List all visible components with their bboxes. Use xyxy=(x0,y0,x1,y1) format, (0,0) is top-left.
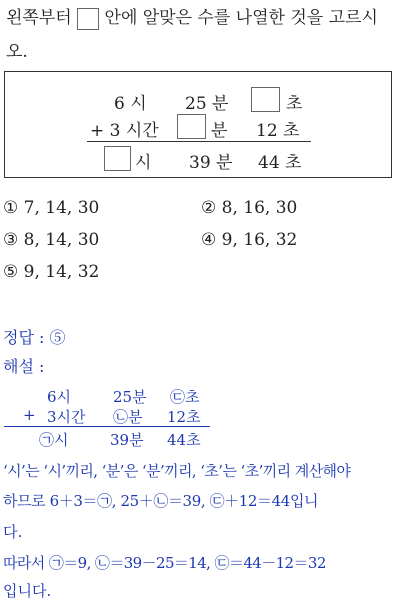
row1-hour: 6 시 xyxy=(114,94,147,114)
row1-minute: 25 분 xyxy=(185,94,229,114)
calc-r2-plus: + xyxy=(23,406,36,424)
explanation-text-3: 다. xyxy=(3,523,23,541)
answer-value: ⑤ xyxy=(49,328,66,347)
calc-r3-second: 44초 xyxy=(167,431,201,449)
row3-hour-blank xyxy=(104,146,131,171)
calc-r2-hours: 3시간 xyxy=(47,408,86,426)
row3-second: 44 초 xyxy=(258,153,302,173)
answer-line xyxy=(3,325,66,348)
row2-second: 12 초 xyxy=(256,121,300,141)
calc-r1-hour: 6시 xyxy=(47,388,72,406)
explanation-text-2: 하므로 6＋3＝㉠, 25＋㉡＝39, ㉢＋12＝44입니 xyxy=(3,492,319,510)
calc-r1-second: ㉢초 xyxy=(170,388,200,406)
option-1[interactable]: ① 7, 14, 30 xyxy=(3,198,100,218)
explanation-text-1: ‘시’는 ‘시’끼리, ‘분’은 ‘분’끼리, ‘초’는 ‘초’끼리 계산해야 xyxy=(3,462,351,480)
row2-minute-blank xyxy=(177,114,206,139)
question-line-1 xyxy=(6,3,378,33)
row1-second-unit: 초 xyxy=(286,94,303,114)
question-line-2: 오. xyxy=(6,42,28,62)
row2-minute-unit: 분 xyxy=(211,121,228,141)
problem-box xyxy=(4,71,392,178)
calc-r2-minute: ㉡분 xyxy=(113,408,143,426)
option-4[interactable]: ④ 9, 16, 32 xyxy=(201,230,298,250)
question-blank-box xyxy=(77,8,99,30)
explanation-label: 해설 : xyxy=(3,357,45,376)
option-5[interactable]: ⑤ 9, 14, 32 xyxy=(3,262,100,282)
explanation-text-4: 따라서 ㉠＝9, ㉡＝39－25＝14, ㉢＝44－12＝32 xyxy=(3,554,326,572)
explanation-text-5: 입니다. xyxy=(3,582,52,600)
question-text-end: 안에 알맞은 수를 나열한 것을 고르시 xyxy=(104,8,378,28)
option-2[interactable]: ② 8, 16, 30 xyxy=(201,198,298,218)
row3-minute: 39 분 xyxy=(189,153,233,173)
calc-sum-line xyxy=(4,426,210,427)
question-text-start: 왼쪽부터 xyxy=(6,8,72,28)
row2-add-hours: + 3 시간 xyxy=(90,121,159,141)
option-3[interactable]: ③ 8, 14, 30 xyxy=(3,230,100,250)
calc-r3-hour: ㉠시 xyxy=(39,431,69,449)
calc-r1-minute: 25분 xyxy=(113,388,147,406)
calc-r2-second: 12초 xyxy=(167,408,201,426)
row3-hour-unit: 시 xyxy=(135,153,152,173)
row1-second-blank xyxy=(251,87,280,112)
sum-line xyxy=(87,141,311,142)
calc-r3-minute: 39분 xyxy=(110,431,144,449)
answer-label: 정답 : xyxy=(3,328,45,347)
